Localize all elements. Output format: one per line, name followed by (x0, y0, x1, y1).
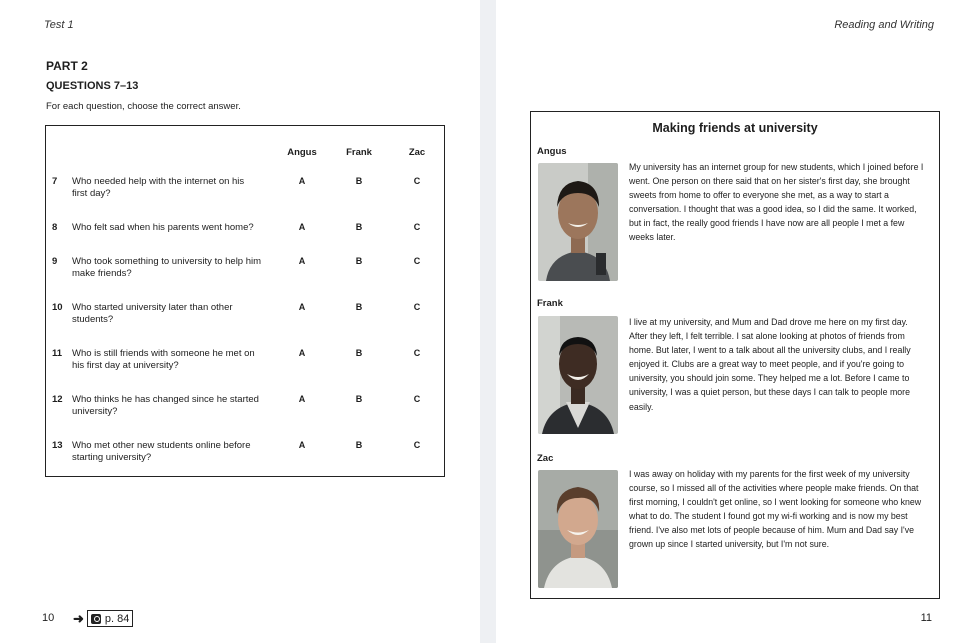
question-text: Who felt sad when his parents went home? (72, 222, 254, 233)
option-b[interactable]: B (355, 440, 363, 450)
option-a[interactable]: A (298, 440, 306, 450)
option-c[interactable]: C (413, 222, 421, 232)
part-title: PART 2 (46, 59, 88, 73)
person-name-frank: Frank (537, 298, 563, 309)
photo-frank (538, 316, 618, 434)
option-c[interactable]: C (413, 302, 421, 312)
running-head-left: Test 1 (44, 19, 74, 31)
option-a[interactable]: A (298, 302, 306, 312)
person-text-zac: I was away on holiday with my parents for the first week of my university course, so I missed all of the activities where people make friends. On that first morning, I couldn't get online, so I went looking for someone who knew what to do. The student I found got my wi-fi working and is now my best friend. I've also met lots of people because of him. Mum and Dad say I've grown up since I started university, but I'm not sure. (629, 469, 922, 550)
reference-box[interactable] (87, 610, 133, 627)
option-c[interactable]: C (413, 348, 421, 358)
column-header-angus: Angus (287, 147, 317, 158)
reference-text: p. 84 (104, 612, 130, 625)
option-a[interactable]: A (298, 256, 306, 266)
page-number-right: 11 (920, 612, 932, 624)
question-number: 10 (52, 302, 63, 313)
question-row (46, 256, 444, 296)
option-a[interactable]: A (298, 222, 306, 232)
question-row (46, 440, 444, 480)
question-text: Who thinks he has changed since he started university? (72, 394, 259, 417)
option-b[interactable]: B (355, 256, 363, 266)
option-c[interactable]: C (413, 256, 421, 266)
option-b[interactable]: B (355, 222, 363, 232)
question-row (46, 348, 444, 388)
option-b[interactable]: B (355, 302, 363, 312)
person-text-angus: My university has an internet group for new students, which I joined before I went. One person on there said that on her sister's first day, she brought sweets from home to offer to everyone she met, as a way to start a conversation. I thought that was a good idea, so I did the same. It worked, but in fact, the really good friends I have now are all people I met a few weeks later. (629, 162, 924, 243)
option-a[interactable]: A (298, 176, 306, 186)
option-b[interactable]: B (355, 176, 363, 186)
option-c[interactable]: C (413, 176, 421, 186)
question-text: Who met other new students online before starting university? (72, 440, 251, 463)
photo-angus (538, 163, 618, 281)
option-b[interactable]: B (355, 348, 363, 358)
person-name-angus: Angus (537, 146, 567, 157)
question-range: QUESTIONS 7–13 (46, 80, 139, 92)
question-text: Who needed help with the internet on his first day? (72, 176, 245, 199)
option-c[interactable]: C (413, 440, 421, 450)
question-row (46, 394, 444, 434)
question-number: 9 (52, 256, 58, 267)
photo-zac (538, 470, 618, 588)
option-c[interactable]: C (413, 394, 421, 404)
question-row (46, 302, 444, 342)
answer-reference[interactable] (73, 610, 133, 627)
right-page (496, 0, 976, 643)
question-text: Who started university later than other students? (72, 302, 233, 325)
question-number: 11 (52, 348, 63, 359)
arrow-right-icon: ➜ (73, 611, 84, 626)
question-number: 12 (52, 394, 63, 405)
question-row (46, 176, 444, 216)
left-page (0, 0, 480, 643)
question-number: 13 (52, 440, 63, 451)
option-b[interactable]: B (355, 394, 363, 404)
person-name-zac: Zac (537, 453, 554, 464)
audio-icon (91, 614, 101, 624)
article-title: Making friends at university (652, 121, 818, 135)
questions-table (45, 125, 445, 477)
column-header-frank: Frank (346, 147, 372, 158)
option-a[interactable]: A (298, 394, 306, 404)
question-number: 7 (52, 176, 58, 187)
question-text: Who is still friends with someone he met on his first day at university? (72, 348, 255, 371)
page-number-left: 10 (42, 612, 55, 624)
running-head-right: Reading and Writing (834, 19, 934, 31)
column-header-zac: Zac (408, 147, 426, 158)
question-text: Who took something to university to help him make friends? (72, 256, 262, 279)
person-text-frank: I live at my university, and Mum and Dad drove me here on my first day. After they left, I felt terrible. I sat alone looking at photos of friends from home. But later, I went to a talk about all the university clubs, and I really enjoyed it. Clubs are a great way to meet people, and if you're going to university, you should join some. They helped me a lot. Before I came to university, I was a quiet person, but these days I can talk to people more easily. (629, 317, 911, 412)
option-a[interactable]: A (298, 348, 306, 358)
question-number: 8 (52, 222, 58, 233)
instruction-text: For each question, choose the correct answer. (46, 101, 241, 112)
article-box (530, 111, 940, 599)
